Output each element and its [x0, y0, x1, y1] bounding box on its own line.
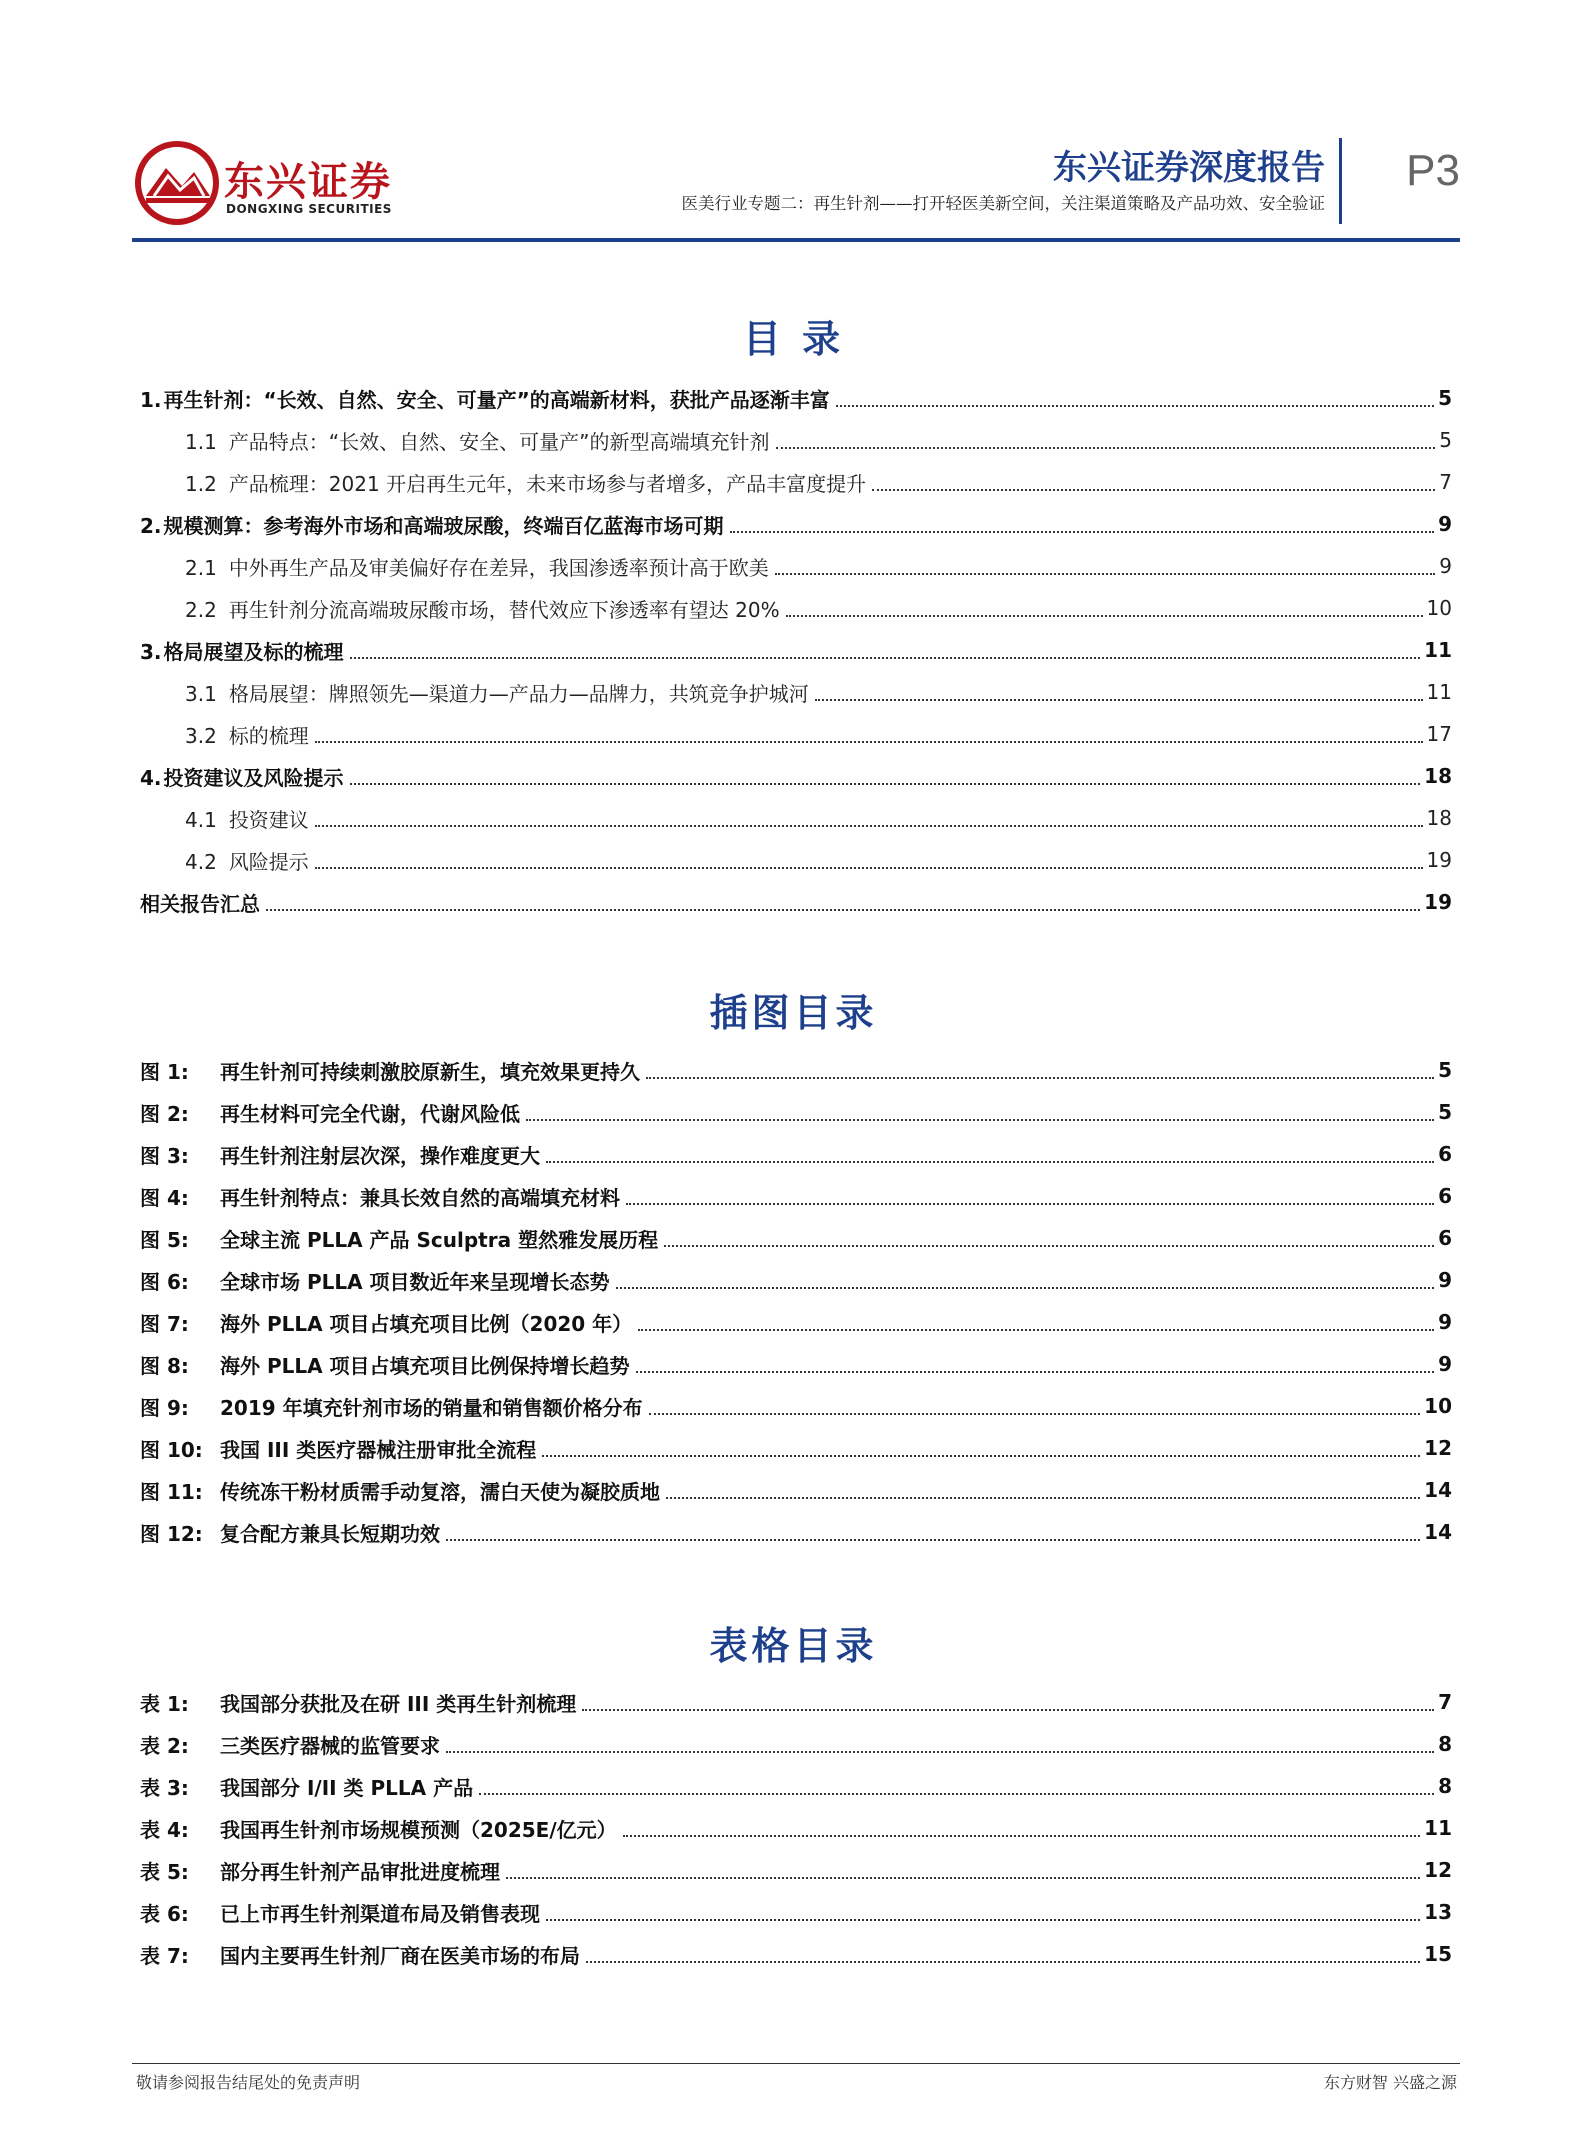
tables-entry-number: 表 4:	[140, 1817, 189, 1842]
dot-leader	[815, 699, 1423, 701]
tables-entry-number: 表 7:	[140, 1943, 189, 1968]
dot-leader	[315, 867, 1423, 869]
tables-entry-number: 表 6:	[140, 1901, 189, 1926]
toc-entry-label[interactable]	[140, 888, 262, 917]
figures-entry-label[interactable]	[140, 1350, 632, 1379]
tables-entry-page[interactable]: 13	[1424, 1900, 1452, 1924]
toc-entry-page[interactable]: 9	[1439, 554, 1452, 578]
dot-leader	[664, 1245, 1434, 1247]
figures-entry-text: 海外 PLLA 项目占填充项目比例保持增长趋势	[220, 1353, 630, 1378]
toc-entry[interactable]	[140, 461, 1452, 503]
figures-entry-text: 复合配方兼具长短期功效	[220, 1521, 440, 1546]
figures-entry-text: 我国 III 类医疗器械注册审批全流程	[220, 1437, 537, 1462]
toc-entry-page[interactable]: 18	[1426, 806, 1452, 830]
dot-leader	[546, 1919, 1420, 1921]
dot-leader	[836, 405, 1434, 407]
tables-entry[interactable]	[140, 1723, 1452, 1765]
toc-entry-page[interactable]: 5	[1439, 428, 1452, 452]
tables-entry-number: 表 5:	[140, 1859, 189, 1884]
toc-entry-label[interactable]	[185, 594, 782, 623]
tables-entry-label[interactable]	[140, 1856, 502, 1885]
toc-entry-number: 1.2	[185, 471, 217, 496]
tables-entry-label[interactable]	[140, 1772, 475, 1801]
toc-entry-text: 标的梳理	[228, 723, 309, 748]
toc-entry-label[interactable]	[185, 846, 311, 875]
figures-entry[interactable]	[140, 1217, 1452, 1259]
figures-entry-number: 图 6:	[140, 1269, 189, 1294]
toc-entry-number: 2.2	[185, 597, 217, 622]
page-header	[132, 130, 1460, 240]
toc-entry-text: 风险提示	[228, 849, 309, 874]
tables-entry-text: 我国部分 I/II 类 PLLA 产品	[220, 1775, 474, 1800]
figures-entry-page[interactable]: 14	[1424, 1520, 1452, 1544]
dot-leader	[315, 825, 1423, 827]
figures-entry-text: 2019 年填充针剂市场的销量和销售额价格分布	[220, 1395, 643, 1420]
toc-entry[interactable]	[140, 671, 1452, 713]
dot-leader	[315, 741, 1423, 743]
figures-entry[interactable]	[140, 1511, 1452, 1553]
toc-entry-label[interactable]	[140, 636, 346, 665]
tables-entry-number: 表 1:	[140, 1691, 189, 1716]
figures-entry[interactable]	[140, 1427, 1452, 1469]
toc-entry-text: 投资建议	[228, 807, 309, 832]
dot-leader	[350, 783, 1421, 785]
figures-entry[interactable]	[140, 1469, 1452, 1511]
tables-entry-label[interactable]	[140, 1898, 542, 1927]
figures-entry[interactable]	[140, 1091, 1452, 1133]
toc-entry-label[interactable]	[185, 468, 868, 497]
tables-entry-text: 已上市再生针剂渠道布局及销售表现	[220, 1901, 540, 1926]
figures-entry-number: 图 2:	[140, 1101, 189, 1126]
figures-entry-label[interactable]	[140, 1308, 634, 1337]
figures-entry-number: 图 5:	[140, 1227, 189, 1252]
dot-leader	[786, 615, 1423, 617]
tables-entry[interactable]	[140, 1681, 1452, 1723]
report-brand: 东兴证券深度报告	[1053, 148, 1325, 188]
figures-entry[interactable]	[140, 1385, 1452, 1427]
toc-entry-page[interactable]: 19	[1424, 890, 1452, 914]
tables-entry[interactable]	[140, 1891, 1452, 1933]
figures-entry-text: 再生材料可完全代谢，代谢风险低	[220, 1101, 520, 1126]
toc-entry-label[interactable]	[140, 762, 346, 791]
tables-entry-page[interactable]: 7	[1438, 1690, 1452, 1714]
dot-leader	[546, 1161, 1434, 1163]
figures-entry-label[interactable]	[140, 1224, 660, 1253]
toc-entry-text: 规模测算：参考海外市场和高端玻尿酸，终端百亿蓝海市场可期	[163, 513, 724, 538]
figures-entry-number: 图 11:	[140, 1479, 203, 1504]
tables-entry-label[interactable]	[140, 1940, 582, 1969]
figures-entry-page[interactable]: 9	[1438, 1310, 1452, 1334]
toc-entry-text: 产品特点：“长效、自然、安全、可量产”的新型高端填充针剂	[228, 429, 770, 454]
figures-entry-page[interactable]: 9	[1438, 1352, 1452, 1376]
figures-entry[interactable]	[140, 1301, 1452, 1343]
tables-entry[interactable]	[140, 1849, 1452, 1891]
tables-entry-text: 国内主要再生针剂厂商在医美市场的布局	[220, 1943, 580, 1968]
footer-slogan: 东方财智 兴盛之源	[1323, 2073, 1457, 2092]
figures-entry-text: 再生针剂特点：兼具长效自然的高端填充材料	[220, 1185, 620, 1210]
toc-entry-page[interactable]: 17	[1426, 722, 1452, 746]
toc-entry-number: 3.1	[185, 681, 217, 706]
dot-leader	[775, 573, 1435, 575]
figures-entry-page[interactable]: 6	[1438, 1226, 1452, 1250]
figures-entry-number: 图 3:	[140, 1143, 189, 1168]
dot-leader	[479, 1793, 1434, 1795]
figures-entry-text: 全球主流 PLLA 产品 Sculptra 塑然雅发展历程	[220, 1227, 659, 1252]
figures-entry[interactable]	[140, 1175, 1452, 1217]
dot-leader	[730, 531, 1435, 533]
toc-entry-text: 再生针剂分流高端玻尿酸市场，替代效应下渗透率有望达 20%	[228, 597, 780, 622]
figures-entry[interactable]	[140, 1259, 1452, 1301]
toc-entry[interactable]	[140, 755, 1452, 797]
toc-entry-number: 1.	[140, 387, 162, 412]
figures-entry-number: 图 1:	[140, 1059, 189, 1084]
figures-entry-page[interactable]: 12	[1424, 1436, 1452, 1460]
toc-entry-label[interactable]	[185, 804, 311, 833]
footer-rule	[132, 2063, 1460, 2064]
figures-entry-number: 图 10:	[140, 1437, 203, 1462]
figures-entry-label[interactable]	[140, 1056, 642, 1085]
figures-entry-number: 图 12:	[140, 1521, 203, 1546]
toc-entry-text: 相关报告汇总	[140, 891, 260, 916]
logo-chinese-name: 东兴证券	[224, 159, 392, 205]
figures-entry-label[interactable]	[140, 1098, 522, 1127]
figures-entry[interactable]	[140, 1049, 1452, 1091]
dongxing-logo-icon	[132, 138, 222, 228]
tables-entry-page[interactable]: 12	[1424, 1858, 1452, 1882]
footer-disclaimer: 敬请参阅报告结尾处的免责声明	[136, 2073, 361, 2092]
figures-entry-page[interactable]: 14	[1424, 1478, 1452, 1502]
toc-entry[interactable]	[140, 419, 1452, 461]
dot-leader	[616, 1287, 1435, 1289]
toc-entry-text: 再生针剂：“长效、自然、安全、可量产”的高端新材料，获批产品逐渐丰富	[163, 387, 830, 412]
dot-leader	[872, 489, 1435, 491]
figures-entry-page[interactable]: 9	[1438, 1268, 1452, 1292]
figures-entry-number: 图 8:	[140, 1353, 189, 1378]
toc-entry[interactable]	[140, 545, 1452, 587]
figures-entry-text: 再生针剂注射层次深，操作难度更大	[220, 1143, 540, 1168]
tables-entry-text: 我国再生针剂市场规模预测（2025E/亿元）	[220, 1817, 617, 1842]
figures-entry-number: 图 7:	[140, 1311, 189, 1336]
toc-entry-page[interactable]: 11	[1426, 680, 1452, 704]
toc-list	[140, 377, 1452, 923]
toc-entry-label[interactable]	[140, 510, 726, 539]
company-logo	[132, 138, 392, 224]
toc-entry-number: 4.2	[185, 849, 217, 874]
toc-entry-number: 4.	[140, 765, 162, 790]
toc-entry-page[interactable]: 5	[1438, 386, 1452, 410]
figures-entry-page[interactable]: 5	[1438, 1058, 1452, 1082]
toc-entry-label[interactable]	[185, 678, 811, 707]
dot-leader	[649, 1413, 1421, 1415]
toc-entry[interactable]	[140, 587, 1452, 629]
header-divider	[1339, 138, 1342, 224]
dot-leader	[636, 1371, 1435, 1373]
figures-entry-label[interactable]	[140, 1182, 622, 1211]
dot-leader	[626, 1203, 1434, 1205]
figures-entry-label[interactable]	[140, 1266, 612, 1295]
dot-leader	[582, 1709, 1434, 1711]
toc-entry-text: 格局展望及标的梳理	[163, 639, 344, 664]
tables-entry-text: 三类医疗器械的监管要求	[220, 1733, 440, 1758]
tables-entry-label[interactable]	[140, 1688, 578, 1717]
figures-entry-number: 图 4:	[140, 1185, 189, 1210]
toc-entry[interactable]	[140, 503, 1452, 545]
dot-leader	[638, 1329, 1434, 1331]
toc-entry-text: 投资建议及风险提示	[163, 765, 344, 790]
dot-leader	[266, 909, 1420, 911]
toc-entry-label[interactable]	[140, 384, 832, 413]
toc-entry-text: 产品梳理：2021 开启再生元年，未来市场参与者增多，产品丰富度提升	[228, 471, 867, 496]
toc-entry-number: 4.1	[185, 807, 217, 832]
logo-english-name: DONGXING SECURITIES	[226, 202, 392, 216]
toc-entry-label[interactable]	[185, 720, 311, 749]
dot-leader	[446, 1751, 1434, 1753]
tables-entry[interactable]	[140, 1807, 1452, 1849]
page-number: P3	[1406, 146, 1460, 195]
tables-entry-label[interactable]	[140, 1730, 442, 1759]
figures-entry-label[interactable]	[140, 1392, 645, 1421]
toc-title: 目 录	[742, 317, 845, 361]
toc-entry[interactable]	[140, 839, 1452, 881]
report-subtitle: 医美行业专题二：再生针剂——打开轻医美新空间，关注渠道策略及产品功效、安全验证	[681, 194, 1325, 213]
figures-entry-page[interactable]: 6	[1438, 1142, 1452, 1166]
dot-leader	[526, 1119, 1434, 1121]
tables-entry[interactable]	[140, 1765, 1452, 1807]
toc-entry-number: 2.1	[185, 555, 217, 580]
dot-leader	[350, 657, 1421, 659]
toc-entry-number: 3.2	[185, 723, 217, 748]
toc-entry-label[interactable]	[185, 552, 771, 581]
figures-entry-label[interactable]	[140, 1518, 442, 1547]
figures-entry-label[interactable]	[140, 1434, 538, 1463]
figures-entry-page[interactable]: 5	[1438, 1100, 1452, 1124]
dot-leader	[542, 1455, 1420, 1457]
figures-entry-text: 全球市场 PLLA 项目数近年来呈现增长态势	[220, 1269, 610, 1294]
toc-entry[interactable]	[140, 377, 1452, 419]
tables-entry-text: 我国部分获批及在研 III 类再生针剂梳理	[220, 1691, 577, 1716]
figures-entry-page[interactable]: 6	[1438, 1184, 1452, 1208]
toc-entry-text: 格局展望：牌照领先—渠道力—产品力—品牌力，共筑竞争护城河	[228, 681, 809, 706]
tables-entry-label[interactable]	[140, 1814, 619, 1843]
toc-entry-page[interactable]: 10	[1426, 596, 1452, 620]
dot-leader	[776, 447, 1436, 449]
tables-entry-text: 部分再生针剂产品审批进度梳理	[220, 1859, 500, 1884]
toc-entry-number: 2.	[140, 513, 162, 538]
toc-entry[interactable]	[140, 797, 1452, 839]
tables-entry-number: 表 3:	[140, 1775, 189, 1800]
tables-title: 表格目录	[709, 1624, 878, 1668]
dot-leader	[446, 1539, 1420, 1541]
figures-entry[interactable]	[140, 1133, 1452, 1175]
header-rule	[132, 238, 1460, 242]
toc-entry-page[interactable]: 11	[1424, 638, 1452, 662]
toc-entry-page[interactable]: 18	[1424, 764, 1452, 788]
tables-entry-number: 表 2:	[140, 1733, 189, 1758]
toc-entry-page[interactable]: 7	[1439, 470, 1452, 494]
toc-entry-number: 3.	[140, 639, 162, 664]
toc-entry-text: 中外再生产品及审美偏好存在差异，我国渗透率预计高于欧美	[228, 555, 769, 580]
figures-entry[interactable]	[140, 1343, 1452, 1385]
figures-entry-page[interactable]: 10	[1424, 1394, 1452, 1418]
tables-entry-page[interactable]: 15	[1424, 1942, 1452, 1966]
toc-entry-page[interactable]: 9	[1438, 512, 1452, 536]
toc-entry[interactable]	[140, 881, 1452, 923]
toc-entry[interactable]	[140, 629, 1452, 671]
dot-leader	[666, 1497, 1420, 1499]
tables-list	[140, 1681, 1452, 1975]
dot-leader	[586, 1961, 1420, 1963]
dot-leader	[623, 1835, 1421, 1837]
figures-entry-text: 海外 PLLA 项目占填充项目比例（2020 年）	[220, 1311, 633, 1336]
figures-entry-number: 图 9:	[140, 1395, 189, 1420]
figures-entry-label[interactable]	[140, 1140, 542, 1169]
toc-entry-page[interactable]: 19	[1426, 848, 1452, 872]
toc-entry-label[interactable]	[185, 426, 772, 455]
tables-entry-page[interactable]: 8	[1438, 1774, 1452, 1798]
toc-entry[interactable]	[140, 713, 1452, 755]
dot-leader	[506, 1877, 1420, 1879]
figures-list	[140, 1049, 1452, 1553]
figures-entry-text: 再生针剂可持续刺激胶原新生，填充效果更持久	[220, 1059, 640, 1084]
figures-title: 插图目录	[709, 991, 878, 1035]
figures-entry-text: 传统冻干粉材质需手动复溶，濡白天使为凝胶质地	[220, 1479, 660, 1504]
figures-entry-label[interactable]	[140, 1476, 662, 1505]
toc-entry-number: 1.1	[185, 429, 217, 454]
dot-leader	[646, 1077, 1434, 1079]
tables-entry[interactable]	[140, 1933, 1452, 1975]
tables-entry-page[interactable]: 8	[1438, 1732, 1452, 1756]
tables-entry-page[interactable]: 11	[1424, 1816, 1452, 1840]
